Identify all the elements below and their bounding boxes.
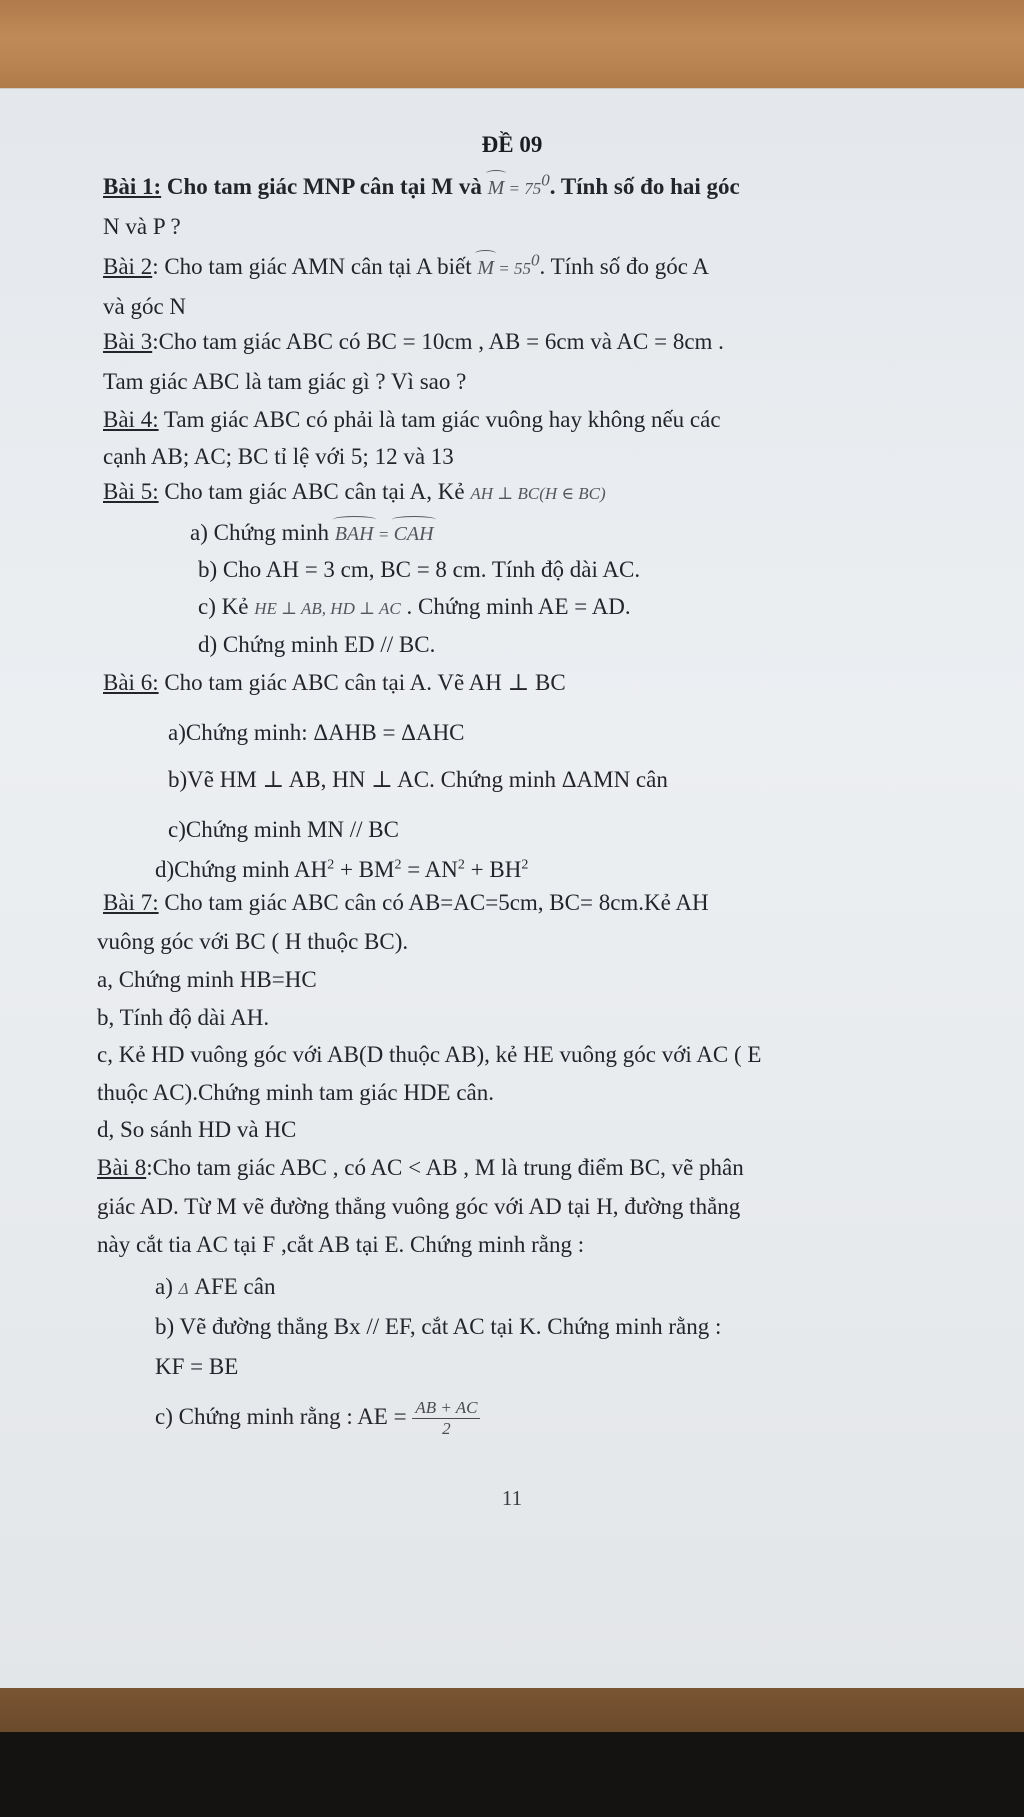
page-title: ĐỀ 09 bbox=[481, 132, 543, 157]
exercise-5-line-1: Bài 5: Cho tam giác ABC cân tại A, Kẻ AH ⊥ BC(H ∈ BC) bbox=[103, 479, 606, 504]
exercise-6-label: Bài 6: bbox=[103, 670, 159, 695]
exercise-8-part-a: a) Δ AFE cân bbox=[155, 1274, 276, 1299]
wood-table-bottom bbox=[0, 1688, 1024, 1732]
exercise-4-label: Bài 4: bbox=[103, 407, 159, 432]
exercise-4-line-2: cạnh AB; AC; BC tỉ lệ với 5; 12 và 13 bbox=[103, 444, 454, 469]
exercise-1-line-2: N và P ? bbox=[103, 214, 181, 239]
exercise-1-line-1: Bài 1: Cho tam giác MNP cân tại M và $M = 75^0$. Tính số đo hai góc bbox=[103, 172, 740, 204]
exercise-5-part-d: d) Chứng minh ED // BC. bbox=[198, 632, 436, 657]
page-number: 11 bbox=[501, 1486, 523, 1510]
exercise-2-label: Bài 2 bbox=[103, 254, 153, 279]
exercise-7-part-a: a, Chứng minh HB=HC bbox=[97, 967, 317, 992]
exercise-7-part-d: d, So sánh HD và HC bbox=[97, 1117, 297, 1142]
exercise-6-line-1: Bài 6: Cho tam giác ABC cân tại A. Vẽ AH ⊥ BC bbox=[103, 670, 566, 695]
exercise-7-line-1: Bài 7: Cho tam giác ABC cân có AB=AC=5cm, BC= 8cm.Kẻ AH bbox=[103, 890, 709, 915]
exercise-2-line-1: Bài 2: Cho tam giác AMN cân tại A biết $M = 55^0$. Tính số đo góc A bbox=[103, 252, 709, 284]
exercise-1-label: Bài 1: bbox=[103, 174, 162, 199]
exercise-5-label: Bài 5: bbox=[103, 479, 159, 504]
exercise-7-part-b: b, Tính độ dài AH. bbox=[97, 1005, 270, 1030]
exercise-6-part-d: d)Chứng minh $AH^2 + BM^2 = AN^2 + BH^2$ bbox=[155, 857, 529, 882]
exercise-8-part-b-line-1: b) Vẽ đường thẳng Bx // EF, cắt AC tại K. Chứng minh rằng : bbox=[155, 1314, 722, 1339]
triangle-icon: Δ bbox=[178, 1279, 189, 1298]
exercise-6-part-c: c)Chứng minh MN // BC bbox=[168, 817, 399, 842]
angle-m: M bbox=[488, 173, 505, 203]
exercise-7-part-c-line-2: thuộc AC).Chứng minh tam giác HDE cân. bbox=[97, 1080, 495, 1105]
exercise-7-part-c-line-1: c, Kẻ HD vuông góc với AB(D thuộc AB), kẻ HE vuông góc với AC ( E bbox=[97, 1042, 762, 1067]
exercise-8-line-2: giác AD. Từ M vẽ đường thẳng vuông góc với AD tại H, đường thẳng bbox=[97, 1194, 741, 1219]
dark-foreground bbox=[0, 1732, 1024, 1817]
angle-bah: BAH bbox=[335, 519, 374, 549]
exercise-4-line-1: Bài 4: Tam giác ABC có phải là tam giác vuông hay không nếu các bbox=[103, 407, 721, 432]
fraction: $\frac{AB + AC}{2}$ bbox=[412, 1398, 480, 1439]
exercise-8-part-b-line-2: KF = BE bbox=[155, 1354, 239, 1379]
exercise-2-line-2: và góc N bbox=[103, 294, 187, 319]
exercise-6-part-a: a)Chứng minh: ΔAHB = ΔAHC bbox=[168, 720, 465, 745]
angle-cah: CAH bbox=[394, 519, 434, 549]
exercise-8-line-1: Bài 8:Cho tam giác ABC , có AC < AB , M là trung điểm BC, vẽ phân bbox=[97, 1155, 744, 1180]
exercise-5-part-b: b) Cho AH = 3 cm, BC = 8 cm. Tính độ dài AC. bbox=[198, 557, 641, 582]
exercise-5-part-c: c) Kẻ HE ⊥ AB, HD ⊥ AC . Chứng minh AE = AD. bbox=[198, 594, 631, 619]
exercise-8-line-3: này cắt tia AC tại F ,cắt AB tại E. Chứng minh rằng : bbox=[97, 1232, 585, 1257]
exercise-6-part-b: b)Vẽ HM ⊥ AB, HN ⊥ AC. Chứng minh ΔAMN cân bbox=[168, 767, 668, 792]
exercise-8-label: Bài 8 bbox=[97, 1155, 147, 1180]
exercise-7-label: Bài 7: bbox=[103, 890, 159, 915]
exercise-8-part-c: c) Chứng minh rằng : AE = $\frac{AB + AC}{2}$ bbox=[155, 1398, 480, 1439]
exercise-3-line-2: Tam giác ABC là tam giác gì ? Vì sao ? bbox=[103, 369, 467, 394]
exercise-7-line-2: vuông góc với BC ( H thuộc BC). bbox=[97, 929, 409, 954]
exercise-3-label: Bài 3 bbox=[103, 329, 153, 354]
exercise-5-part-a: a) Chứng minh BAH = CAH bbox=[190, 518, 434, 550]
exercise-3-line-1: Bài 3:Cho tam giác ABC có BC = 10cm , AB = 6cm và AC = 8cm . bbox=[103, 329, 724, 354]
angle-m: M bbox=[477, 253, 494, 283]
